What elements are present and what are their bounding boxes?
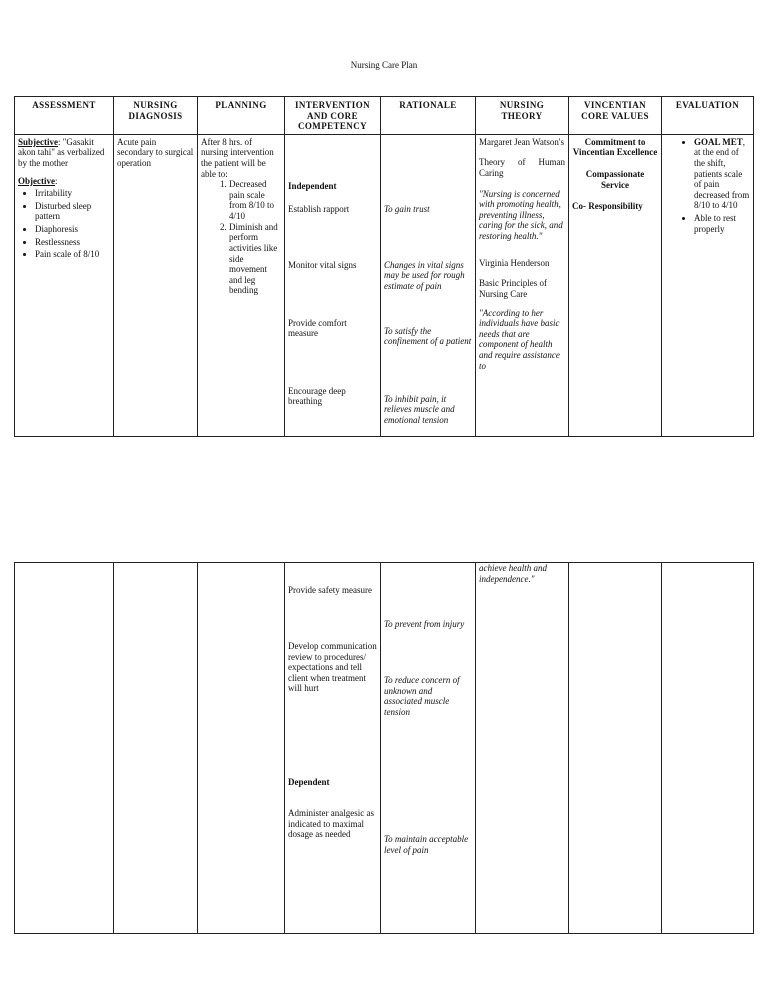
assessment-cell xyxy=(15,134,114,436)
core-value: Compassionate Service xyxy=(585,169,645,190)
rationale-item: Changes in vital signs may be used for rough estimate of pain xyxy=(384,259,465,292)
list-item: • Able to rest properly xyxy=(694,213,750,234)
page-title: Nursing Care Plan xyxy=(350,60,418,70)
list-item: • Restlessness xyxy=(35,237,110,248)
intervention-item: Encourage deep breathing xyxy=(288,385,346,407)
planning-list xyxy=(201,179,281,296)
list-item: • Pain scale of 8/10 xyxy=(35,249,110,260)
intervention-item: Provide safety measure xyxy=(288,585,372,595)
list-item: 2. Diminish and perform activities like side movement and leg bending xyxy=(229,222,281,296)
header-row xyxy=(15,97,754,135)
list-item: 1. Decreased pain scale from 8/10 to 4/10 xyxy=(229,179,281,221)
core-value: Co- Responsibility xyxy=(572,201,643,212)
intervention-cell xyxy=(285,563,381,934)
independent-label: Independent xyxy=(288,180,337,191)
planning-cell xyxy=(198,134,285,436)
dependent-label: Dependent xyxy=(288,777,330,787)
care-plan-table-continued xyxy=(14,562,754,934)
subjective-text: Subjective: "Gasakit akon tahi" as verbalized by the mother xyxy=(18,136,105,169)
header-intervention: INTERVENTION AND CORE COMPETENCY xyxy=(285,97,381,135)
header-assessment: ASSESSMENT xyxy=(15,97,114,135)
intervention-item: Monitor vital signs xyxy=(288,259,357,270)
theory-author: Margaret Jean Watson's xyxy=(479,136,565,147)
planning-intro: After 8 hrs. of nursing intervention the patient will be able to: xyxy=(201,136,274,179)
rationale-item: To maintain acceptable level of pain xyxy=(384,834,469,855)
rationale-item: To gain trust xyxy=(384,203,430,214)
theory-cell xyxy=(476,134,569,436)
table-row xyxy=(15,134,754,436)
diagnosis-cell xyxy=(114,563,198,934)
rationale-item: To inhibit pain, it relieves muscle and emotional tension xyxy=(384,393,455,426)
diagnosis-cell xyxy=(114,134,198,436)
theory-author: Virginia Henderson xyxy=(479,257,550,268)
theory-quote: achieve health and independence." xyxy=(479,563,547,584)
planning-cell xyxy=(198,563,285,934)
rationale-item: To reduce concern of unknown and associated muscle tension xyxy=(384,675,460,717)
rationale-item: To satisfy the confinement of a patient xyxy=(384,325,472,347)
table-row xyxy=(15,563,754,934)
rationale-cell xyxy=(381,134,476,436)
care-plan-table xyxy=(14,96,754,437)
diagnosis-text: Acute pain secondary to surgical operation xyxy=(117,136,194,169)
theory-cell xyxy=(476,563,569,934)
header-evaluation: EVALUATION xyxy=(662,97,754,135)
theory-quote: "According to her individuals have basic needs that are component of health and require assistance to xyxy=(479,307,560,371)
header-nursing-diagnosis: NURSING DIAGNOSIS xyxy=(114,97,198,135)
intervention-item: Provide comfort measure xyxy=(288,317,347,339)
goal-met-label: GOAL MET xyxy=(694,136,743,147)
objective-label: Objective: xyxy=(18,175,58,186)
vincentian-cell xyxy=(569,134,662,436)
header-vincentian: VINCENTIAN CORE VALUES xyxy=(569,97,662,135)
list-item: • GOAL MET, at the end of the shift, patients scale of pain decreased from 8/10 to 4/10 xyxy=(694,137,750,211)
rationale-item: To prevent from injury xyxy=(384,619,465,629)
evaluation-list xyxy=(665,137,750,234)
theory-name: Basic Principles of Nursing Care xyxy=(479,278,547,299)
core-value: Commitment to Vincentian Excellence xyxy=(572,136,658,158)
header-rationale: RATIONALE xyxy=(381,97,476,135)
intervention-item: Establish rapport xyxy=(288,203,350,214)
objective-list xyxy=(18,188,110,260)
list-item: • Irritability xyxy=(35,188,110,199)
intervention-item: Administer analgesic as indicated to maximal dosage as needed xyxy=(288,808,374,840)
header-nursing-theory: NURSING THEORY xyxy=(476,97,569,135)
rationale-cell xyxy=(381,563,476,934)
theory-name: Theory of Human Caring xyxy=(479,157,565,179)
header-planning: PLANNING xyxy=(198,97,285,135)
evaluation-cell xyxy=(662,563,754,934)
list-item: • Disturbed sleep pattern xyxy=(35,201,110,222)
theory-quote: "Nursing is concerned with promoting health, preventing illness, caring for the sick, and restoring health." xyxy=(479,188,563,242)
intervention-cell xyxy=(285,134,381,436)
intervention-item: Develop communication review to procedures/ expectations and tell client when treatment will hurt xyxy=(288,641,377,694)
vincentian-cell xyxy=(569,563,662,934)
evaluation-cell xyxy=(662,134,754,436)
list-item: • Diaphoresis xyxy=(35,224,110,235)
assessment-cell xyxy=(15,563,114,934)
